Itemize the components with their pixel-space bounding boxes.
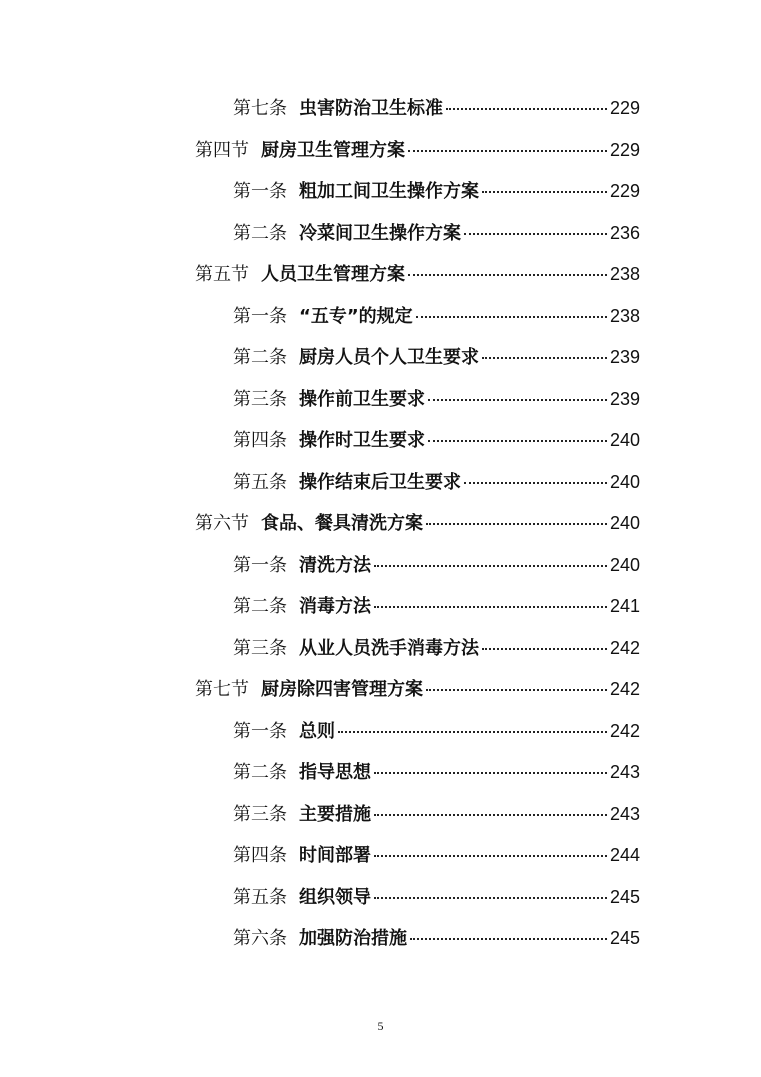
toc-entry[interactable] [0,669,761,711]
dot-leader [374,565,607,567]
toc-entry-title: 清洗方法 [299,554,371,576]
toc-entry[interactable] [0,337,761,379]
dot-leader [408,274,607,276]
toc-entry-title: 粗加工间卫生操作方案 [299,181,479,203]
toc-entry-label: 第三条 [233,388,287,410]
toc-entry-line [233,471,640,494]
dot-leader [374,606,607,608]
toc-entry-page: 240 [609,513,640,534]
toc-entry-title: 加强防治措施 [299,928,407,950]
toc-entry-page: 238 [609,264,640,285]
dot-leader [426,523,607,525]
toc-entry-label: 第二条 [233,596,287,618]
table-of-contents [0,88,761,960]
toc-entry-label: 第五条 [233,471,287,493]
toc-entry-page: 242 [609,679,640,700]
toc-entry[interactable] [0,213,761,255]
dot-leader [408,150,607,152]
toc-entry-title: 指导思想 [299,762,371,784]
dot-leader [374,772,607,774]
toc-entry-label: 第一条 [233,181,287,203]
toc-entry-page: 240 [609,430,640,451]
toc-entry-title: 组织领导 [299,886,371,908]
toc-entry-page: 239 [609,388,640,409]
toc-entry[interactable] [0,545,761,587]
toc-entry[interactable] [0,918,761,960]
toc-entry[interactable] [0,794,761,836]
toc-entry[interactable] [0,88,761,130]
toc-entry[interactable] [0,628,761,670]
dot-leader [482,648,607,650]
toc-entry-label: 第六节 [195,513,249,535]
toc-entry-page: 229 [609,181,640,202]
toc-entry-page: 229 [609,98,640,119]
toc-entry-title: 操作时卫生要求 [299,430,425,452]
toc-entry-line [233,595,640,618]
toc-entry[interactable] [0,254,761,296]
dot-leader [426,689,607,691]
toc-entry-title: 操作前卫生要求 [299,388,425,410]
dot-leader [464,233,607,235]
toc-entry[interactable] [0,420,761,462]
dot-leader [482,357,607,359]
toc-entry-page: 245 [609,928,640,949]
toc-entry-label: 第一条 [233,554,287,576]
toc-entry-title: 消毒方法 [299,596,371,618]
toc-entry-page: 239 [609,347,640,368]
toc-entry-line [233,346,640,369]
toc-entry-line [233,720,640,743]
dot-leader [374,897,607,899]
toc-entry-page: 238 [609,305,640,326]
toc-entry-line [233,222,640,245]
toc-entry-title: 主要措施 [299,803,371,825]
dot-leader [338,731,607,733]
toc-entry-label: 第四条 [233,845,287,867]
toc-entry-label: 第五节 [195,264,249,286]
toc-entry-page: 236 [609,222,640,243]
toc-entry-line [233,637,640,660]
toc-entry-page: 241 [609,596,640,617]
toc-entry-title: 总则 [299,720,335,742]
toc-entry-title: 人员卫生管理方案 [261,264,405,286]
toc-entry-line [233,927,640,950]
toc-entry-label: 第五条 [233,886,287,908]
toc-entry-page: 243 [609,803,640,824]
toc-entry-page: 240 [609,554,640,575]
toc-entry-page: 240 [609,471,640,492]
toc-entry-label: 第一条 [233,720,287,742]
toc-entry-page: 245 [609,886,640,907]
dot-leader [428,440,607,442]
toc-entry[interactable] [0,296,761,338]
dot-leader [374,814,607,816]
toc-entry-title: 厨房除四害管理方案 [261,679,423,701]
toc-entry-line [233,305,640,328]
toc-entry-line [233,554,640,577]
dot-leader [374,855,607,857]
toc-entry-line [233,761,640,784]
toc-entry[interactable] [0,130,761,172]
toc-entry[interactable] [0,752,761,794]
toc-entry-page: 243 [609,762,640,783]
toc-entry-page: 242 [609,637,640,658]
toc-entry[interactable] [0,586,761,628]
toc-entry-label: 第四条 [233,430,287,452]
toc-entry-line [233,388,640,411]
toc-entry-title: 厨房人员个人卫生要求 [299,347,479,369]
toc-entry-label: 第一条 [233,305,287,327]
dot-leader [428,399,607,401]
toc-entry-line [233,844,640,867]
toc-entry-label: 第七条 [233,98,287,120]
toc-entry[interactable] [0,171,761,213]
toc-entry-label: 第六条 [233,928,287,950]
toc-entry[interactable] [0,711,761,753]
toc-entry-title: 时间部署 [299,845,371,867]
toc-entry[interactable] [0,503,761,545]
toc-entry-line [195,139,640,162]
toc-entry[interactable] [0,379,761,421]
toc-entry-line [233,886,640,909]
toc-entry[interactable] [0,462,761,504]
toc-entry-label: 第二条 [233,762,287,784]
toc-entry-label: 第四节 [195,139,249,161]
toc-entry-title: 厨房卫生管理方案 [261,139,405,161]
toc-entry-label: 第二条 [233,222,287,244]
toc-entry-line [233,803,640,826]
toc-entry-line [195,263,640,286]
dot-leader [482,191,607,193]
toc-entry-line [233,180,640,203]
toc-entry-line [195,678,640,701]
page-number: 5 [377,1019,384,1033]
toc-entry-title: 食品、餐具清洗方案 [261,513,423,535]
toc-entry-line [233,429,640,452]
toc-entry-title: 虫害防治卫生标准 [299,98,443,120]
toc-entry-line [195,512,640,535]
toc-entry-page: 242 [609,720,640,741]
dot-leader [416,316,607,318]
toc-entry-label: 第二条 [233,347,287,369]
toc-entry-line [233,97,640,120]
dot-leader [464,482,607,484]
toc-entry[interactable] [0,835,761,877]
toc-entry-page: 229 [609,139,640,160]
toc-entry-title: “五专”的规定 [299,305,413,327]
dot-leader [446,108,607,110]
toc-entry-label: 第三条 [233,637,287,659]
toc-entry-title: 操作结束后卫生要求 [299,471,461,493]
dot-leader [410,938,607,940]
toc-entry-title: 从业人员洗手消毒方法 [299,637,479,659]
toc-entry-title: 冷菜间卫生操作方案 [299,222,461,244]
toc-entry-label: 第七节 [195,679,249,701]
toc-entry-label: 第三条 [233,803,287,825]
toc-entry-page: 244 [609,845,640,866]
toc-entry[interactable] [0,877,761,919]
